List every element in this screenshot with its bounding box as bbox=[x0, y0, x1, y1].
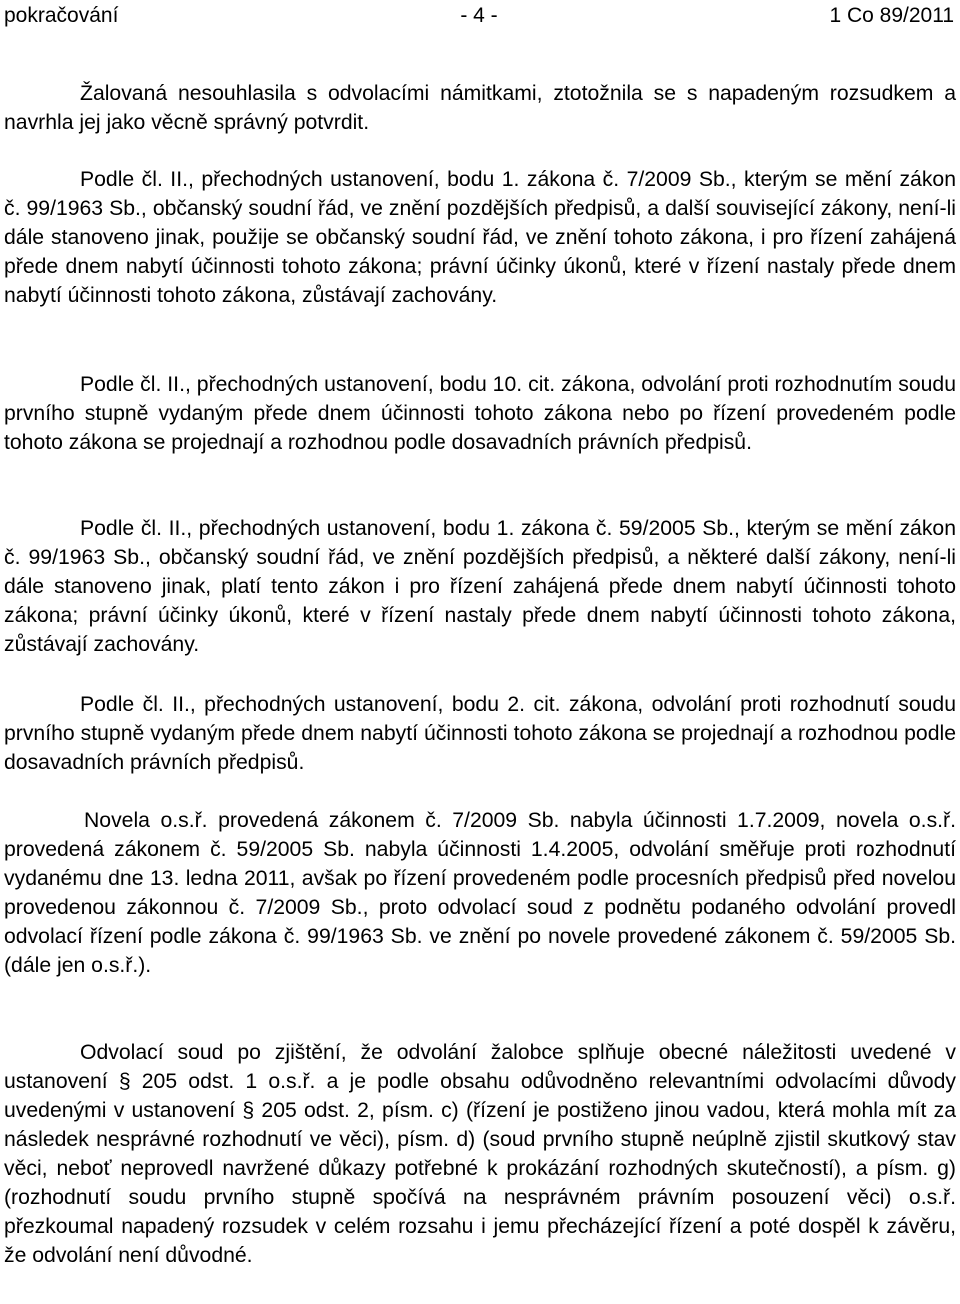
paragraph-transitional-59-2005: Podle čl. II., přechodných ustanovení, bodu 1. zákona č. 59/2005 Sb., kterým se mění zákon č. 99/1963 Sb., občanský soudní řád, ve znění pozdějších předpisů, a některé další zákony, není-li dále stanoveno jinak, platí tento zákon i pro řízení zahájená přede dnem nabytí účinnosti tohoto zákona; právní účinky úkonů, které v řízení nastaly přede dnem nabytí účinnosti tohoto zákona, zůstávají zachovány. bbox=[4, 517, 956, 656]
paragraph-transitional-point-10: Podle čl. II., přechodných ustanovení, bodu 10. cit. zákona, odvolání proti rozhodnutím soudu prvního stupně vydaným přede dnem účinnosti tohoto zákona nebo po řízení provedeném podle tohoto zákona se projednají a rozhodnou podle dosavadních právních předpisů. bbox=[4, 373, 956, 454]
page-number: - 4 - bbox=[460, 4, 498, 27]
page-header bbox=[4, 2, 956, 30]
paragraph-transitional-point-2: Podle čl. II., přechodných ustanovení, bodu 2. cit. zákona, odvolání proti rozhodnutí soudu prvního stupně vydaným přede dnem nabytí účinnosti tohoto zákona se projednají a rozhodnou podle dosavadních právních předpisů. bbox=[4, 693, 956, 774]
paragraph-appeal-review: Odvolací soud po zjištění, že odvolání žalobce splňuje obecné náležitosti uvedené v ustanovení § 205 odst. 1 o.s.ř. a je podle obsahu odůvodněno relevantními odvolacími důvody uvedenými v ustanovení § 205 odst. 2, písm. c) (řízení je postiženo jinou vadou, která mohla mít za následek nesprávné rozhodnutí ve věci), písm. d) (soud prvního stupně neúplně zjistil skutkový stav věci, neboť neprovedl navržené důkazy potřebné k prokázání rozhodných skutečností), a písm. g) (rozhodnutí soudu prvního stupně spočívá na nesprávném právním posouzení věci) o.s.ř. přezkoumal napadený rozsudek v celém rozsahu i jemu přecházející řízení a poté dospěl k závěru, že odvolání není důvodné. bbox=[4, 1041, 956, 1267]
paragraph-defendant-response: Žalovaná nesouhlasila s odvolacími námitkami, ztotožnila se s napadeným rozsudkem a navrhla jej jako věcně správný potvrdit. bbox=[4, 82, 956, 134]
paragraph-transitional-7-2009: Podle čl. II., přechodných ustanovení, bodu 1. zákona č. 7/2009 Sb., kterým se mění zákon č. 99/1963 Sb., občanský soudní řád, ve znění pozdějších předpisů, a další související zákony, není-li dále stanoveno jinak, použije se občanský soudní řád, ve znění tohoto zákona, i pro řízení zahájená přede dnem nabytí účinnosti tohoto zákona; právní účinky úkonů, které v řízení nastaly přede dnem nabytí účinnosti tohoto zákona, zůstávají zachovány. bbox=[4, 168, 956, 307]
paragraph-amendments-effect: Novela o.s.ř. provedená zákonem č. 7/2009 Sb. nabyla účinnosti 1.7.2009, novela o.s.ř. provedená zákonem č. 59/2005 Sb. nabyla účinnosti 1.4.2005, odvolání směřuje proti rozhodnutí vydanému dne 13. ledna 2011, avšak po řízení provedeném podle procesních předpisů před novelou provedenou zákonnou č. 7/2009 Sb., proto odvolací soud z podnětu podaného odvolání provedl odvolací řízení podle zákona č. 99/1963 Sb. ve znění po novele provedené zákonem č. 59/2005 Sb. (dále jen o.s.ř.). bbox=[4, 809, 956, 977]
case-number: 1 Co 89/2011 bbox=[829, 4, 954, 27]
header-continuation: pokračování bbox=[4, 4, 119, 27]
